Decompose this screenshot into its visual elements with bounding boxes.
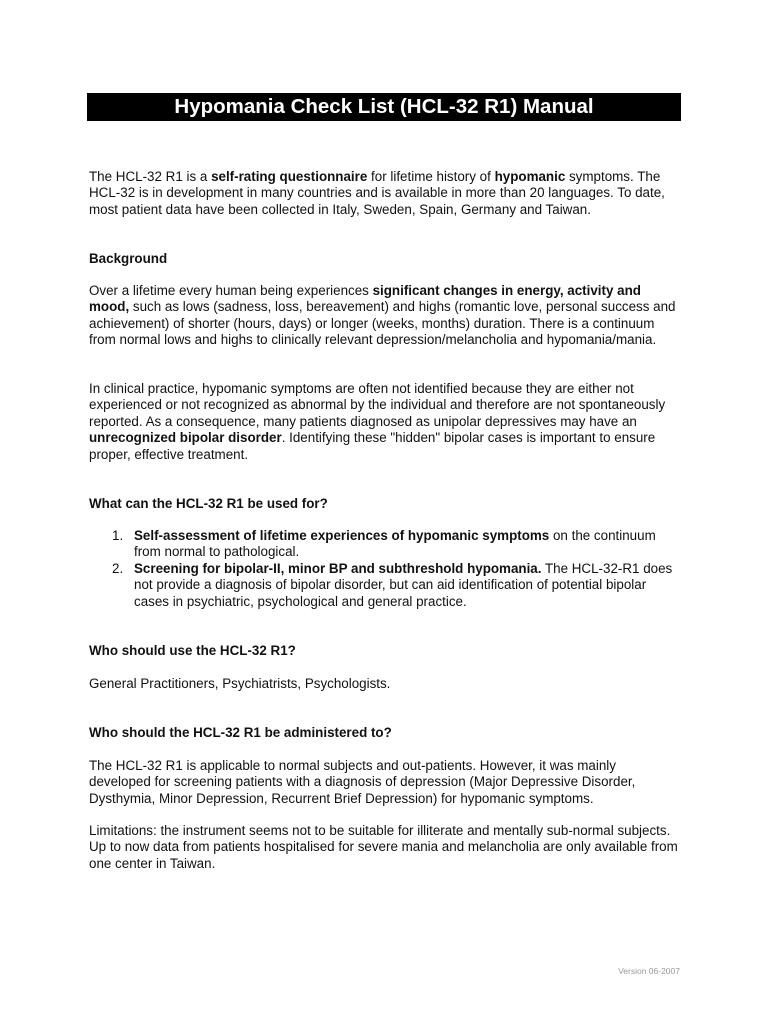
list-item-bold: Screening for bipolar-II, minor BP and subthreshold hypomania. — [134, 560, 542, 576]
administered-paragraph-1: The HCL-32 R1 is applicable to normal subjects and out-patients. However, it was mainly developed for screening patients with a diagnosis of depression (Major Depressive Disorder, Dysthymia, Minor Depression, Recurrent Brief Depression) for hypomanic symptoms. — [89, 758, 636, 806]
background-bold-changes: significant changes in energy, activity and mood, — [89, 283, 641, 315]
list-item-bold: Self-assessment of lifetime experiences of hypomanic symptoms — [134, 528, 550, 543]
background-bold-unrecognized: unrecognized bipolar disorder — [89, 430, 282, 446]
list-item-number: 1. — [112, 528, 124, 543]
intro-bold-hypomanic: hypomanic — [494, 169, 566, 184]
background-paragraph-2: In clinical practice, hypomanic symptoms are often not identified because they are either not experienced or not recognized as abnormal by the individual and therefore are not spontaneously reported. As a consequence, many patients diagnosed as unipolar depressives may have an unrecognized bipolar disorder. Identifying these "hidden" bipolar cases is important to ensure proper, effective treatment. — [89, 381, 666, 462]
list-item: 2. Screening for bipolar-II, minor BP and subthreshold hypomania. The HCL-32-R1 does not provide a diagnosis of bipolar disorder, but can aid identification of potential bipolar cases in psychiatric, psychological and general practice. — [112, 560, 673, 609]
background-heading: Background — [89, 251, 168, 266]
uses-heading: What can the HCL-32 R1 be used for? — [89, 496, 328, 511]
administered-paragraph-2: Limitations: the instrument seems not to be suitable for illiterate and mentally sub-normal subjects. Up to now data from patients hospitalised for severe mania and melancholia are only available from one center in Taiwan. — [89, 823, 678, 871]
version-label: Version 06-2007 — [618, 966, 680, 976]
administered-heading: Who should the HCL-32 R1 be administered to? — [89, 725, 392, 740]
intro-paragraph: The HCL-32 R1 is a self-rating questionnaire for lifetime history of hypomanic symptoms. The HCL-32 is in development in many countries and is available in more than 20 languages. To date, most patient data have been collected in Italy, Sweden, Spain, Germany and Taiwan. — [89, 169, 665, 217]
list-item: 1. Self-assessment of lifetime experiences of hypomanic symptoms on the continuum from normal to pathological. — [112, 528, 656, 560]
background-paragraph-1: Over a lifetime every human being experiences significant changes in energy, activity and mood, such as lows (sadness, loss, bereavement) and highs (romantic love, personal success and achievement) of shorter (hours, days) or longer (weeks, months) duration. There is a continuum from normal lows and highs to clinically relevant depression/melancholia and hypomania/mania. — [89, 283, 676, 348]
uses-list — [89, 528, 681, 610]
page-title: Hypomania Check List (HCL-32 R1) Manual — [87, 93, 681, 121]
list-item-number: 2. — [112, 560, 124, 576]
users-heading: Who should use the HCL-32 R1? — [89, 643, 296, 658]
users-paragraph: General Practitioners, Psychiatrists, Psychologists. — [89, 676, 391, 691]
intro-bold-self-rating: self-rating questionnaire — [211, 169, 368, 184]
